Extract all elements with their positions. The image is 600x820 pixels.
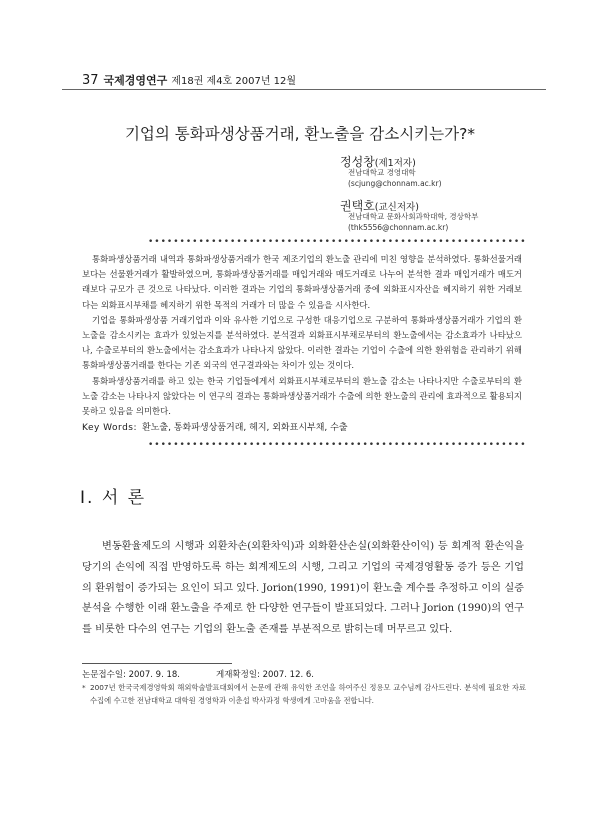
body-text [82, 537, 524, 641]
body-paragraph: 변동환율제도의 시행과 외환차손(외환차익)과 외화환산손실(외화환산이익) 등 회계적 환손익을 당기의 손익에 직접 반영하도록 하는 회계제도의 시행, 그리고 기업의 국제경영활동 증가 등은 기업의 환위험이 증가되는 요인이 되고 있다. Jorion(1990, 1991)이 환노출 계수를 추정하고 이의 실증분석을 수행한 이래 환노출을 주제로 한 다양한 연구들이 발표되었다. 그러나 Jorion (1990)의 연구를 비롯한 다수의 연구는 기업의 환노출 존재를 부분적으로 밝히는데 머무르고 있다. [82, 541, 524, 636]
footnote-text: 2007년 한국국제경영학회 해외학술발표대회에서 논문에 관해 유익한 조언을 하여주신 정용모 교수님께 감사드린다. 분석에 필요한 자료 수집에 수고한 전남대학교 대학원 경영학과 이춘섭 박사과정 학생에게 고마움을 전합니다. [90, 683, 526, 705]
keywords-text: 환노출, 통화파생상품거래, 헤지, 외화표시부채, 수출 [142, 423, 348, 433]
keywords [82, 420, 522, 433]
author-2-name: 권택호 [340, 199, 375, 213]
keywords-label: Key Words: [82, 423, 138, 433]
abstract-paragraph-3: 통화파생상품거래를 하고 있는 한국 기업들에게서 외화표시부채로부터의 환노출 감소는 나타나지만 수출로부터의 환노출 감소는 나타나지 않았다는 이 연구의 결과는 통화파생상품거래가 수출에 의한 환노출의 관리에 효과적으로 활용되지 못하고 있음을 의미한다. [82, 375, 522, 417]
footnote-rule [82, 663, 232, 664]
page-number: 37 [82, 73, 99, 88]
author-2-role: (교신저자) [374, 202, 419, 213]
footnote-mark: * [82, 683, 86, 692]
abstract [82, 252, 522, 419]
separator-top: •••••••••••••••••••••••••••••••••••••••••••••••••••••••••••• [148, 237, 527, 247]
section-heading: Ⅰ. 서 론 [80, 488, 147, 508]
received-date: 논문접수일: 2007. 9. 18. [82, 670, 180, 680]
journal-name: 국제경영연구 [103, 74, 168, 87]
abstract-paragraph-1: 통화파생상품거래 내역과 통화파생상품거래가 한국 제조기업의 환노출 관리에 미친 영향을 분석하였다. 통화선물거래보다는 선물환거래가 활발하였으며, 통화파생상품거래를 매입거래와 매도거래로 나누어 분석한 결과 매입거래가 매도거래보다 규모가 큰 것으로 나타났다. 이러한 결과는 기업의 통화파생상품거래 중에 외화표시자산을 헤지하기 위한 거래보다는 외화표시부채를 헤지하기 위한 목적의 거래가 더 많을 수 있음을 시사한다. [82, 254, 522, 310]
author-1-role: (제1저자) [374, 158, 416, 169]
header-rule [62, 89, 546, 90]
author-2-affiliation: 전남대학교 문화사회과학대학, 경상학부 [348, 212, 479, 221]
author-1-name: 정성창 [340, 155, 375, 169]
abstract-paragraph-2: 기업을 통화파생상품 거래기업과 이와 유사한 기업으로 구성한 대응기업으로 구분하여 통화파생상품거래가 기업의 환노출을 감소시키는 효과가 있었는지를 분석하였다. 분석결과 외화표시부채로부터의 환노출에서는 감소효과가 나타났으나, 수출로부터의 환노출에서는 감소효과가 나타나지 않았다. 이러한 결과는 기업이 수출에 의한 환위험을 관리하기 위해 통화파생상품거래를 한다는 기존 외국의 연구결과와는 차이가 있는 것이다. [82, 314, 522, 371]
separator-bottom: •••••••••••••••••••••••••••••••••••••••••••••••••••••••••••• [148, 440, 527, 450]
author-1-affiliation: 전남대학교 경영대학 [348, 168, 416, 177]
running-header [82, 72, 296, 88]
paper-title: 기업의 통화파생상품거래, 환노출을 감소시키는가?* [124, 125, 476, 143]
accepted-date: 게재확정일: 2007. 12. 6. [216, 670, 314, 680]
footnote-note [82, 682, 526, 707]
footnote-dates [82, 668, 314, 680]
journal-issue: 제18권 제4호 2007년 12월 [171, 76, 297, 87]
author-2-email: (thk5556@chonnam.ac.kr) [348, 223, 449, 232]
author-1-email: (scjung@chonnam.ac.kr) [348, 179, 442, 188]
